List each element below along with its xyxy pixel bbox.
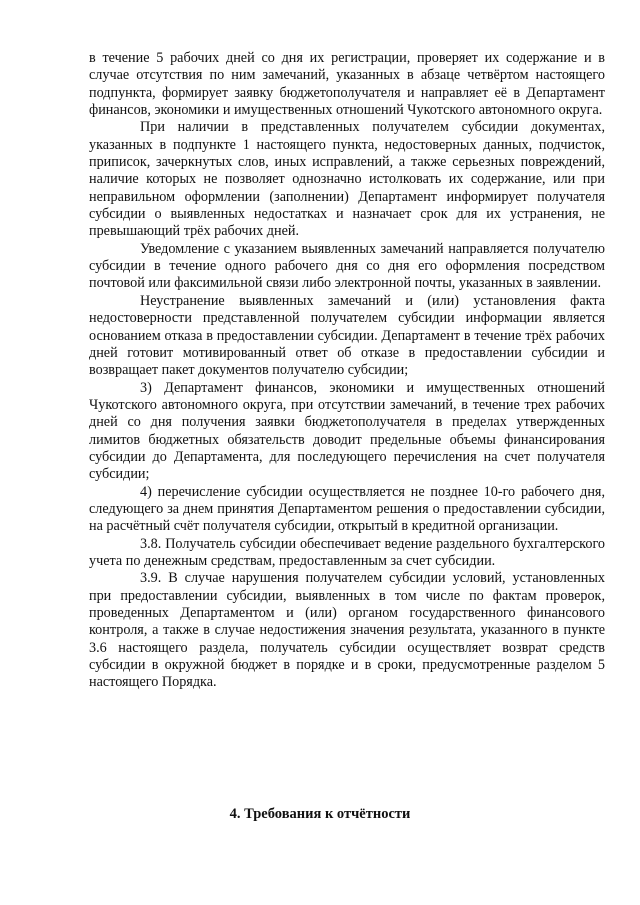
paragraph-item-4: 4) перечисление субсидии осуществляется не позднее 10-го рабочего дня, следующего за днем принятия Департаментом решения о предоставлении субсидии, на расчётный счёт получателя субсидии, открытый в кредитной организации. <box>89 483 605 535</box>
paragraph-notification: Уведомление с указанием выявленных замечаний направляется получателю субсидии в течение одного рабочего дня со дня его оформления посредством почтовой или факсимильной связи либо электронной почты, указанных в заявлении. <box>89 240 605 292</box>
section-heading: 4. Требования к отчётности <box>229 806 411 822</box>
paragraph-3-9: 3.9. В случае нарушения получателем субсидии условий, установленных при предоставлении субсидии, выявленных в том числе по фактам проверок, проведенных Департаментом и (или) органом государственного финансового контроля, а также в случае недостижения значения результата, указанного в пункте 3.6 настоящего раздела, получатель субсидии осуществляет возврат средств субсидии в окружной бюджет в порядке и в сроки, предусмотренные разделом 5 настоящего Порядка. <box>89 570 605 691</box>
paragraph-3-8: 3.8. Получатель субсидии обеспечивает ведение раздельного бухгалтерского учета по денежным средствам, предоставленным за счет субсидии. <box>89 535 605 569</box>
document-body <box>89 50 605 692</box>
paragraph-item-3: 3) Департамент финансов, экономики и имущественных отношений Чукотского автономного округа, при отсутствии замечаний, в течение трех рабочих дней со дня получения заявки бюджетополучателя в пределах утвержденных лимитов бюджетных обязательств доводит предельные объемы финансирования субсидии до Департамента, для последующего перечисления на счет получателя субсидии; <box>89 379 605 483</box>
paragraph-refusal: Неустранение выявленных замечаний и (или) установления факта недостоверности представленной получателем субсидии информации является основанием отказа в предоставлении субсидии. Департамент в течение трёх рабочих дней готовит мотивированный ответ об отказе в предоставлении субсидии и возвращает пакет документов получателю субсидии; <box>89 292 605 379</box>
paragraph-continuation: в течение 5 рабочих дней со дня их регистрации, проверяет их содержание и в случае отсутствия по ним замечаний, указанных в абзаце четвёртом настоящего подпункта, формирует заявку бюджетополучателя и направляет её в Департамент финансов, экономики и имущественных отношений Чукотского автономного округа. <box>89 50 605 119</box>
paragraph-deficiencies: При наличии в представленных получателем субсидии документах, указанных в подпункте 1 настоящего пункта, недостоверных данных, подчисток, приписок, зачеркнутых слов, иных исправлений, а также серьезных повреждений, наличие которых не позволяет однозначно истолковать их содержание, или при неправильном оформлении (заполнении) Департамент информирует получателя субсидии о выявленных недостатках и назначает срок для их устранения, не превышающий трёх рабочих дней. <box>89 119 605 240</box>
